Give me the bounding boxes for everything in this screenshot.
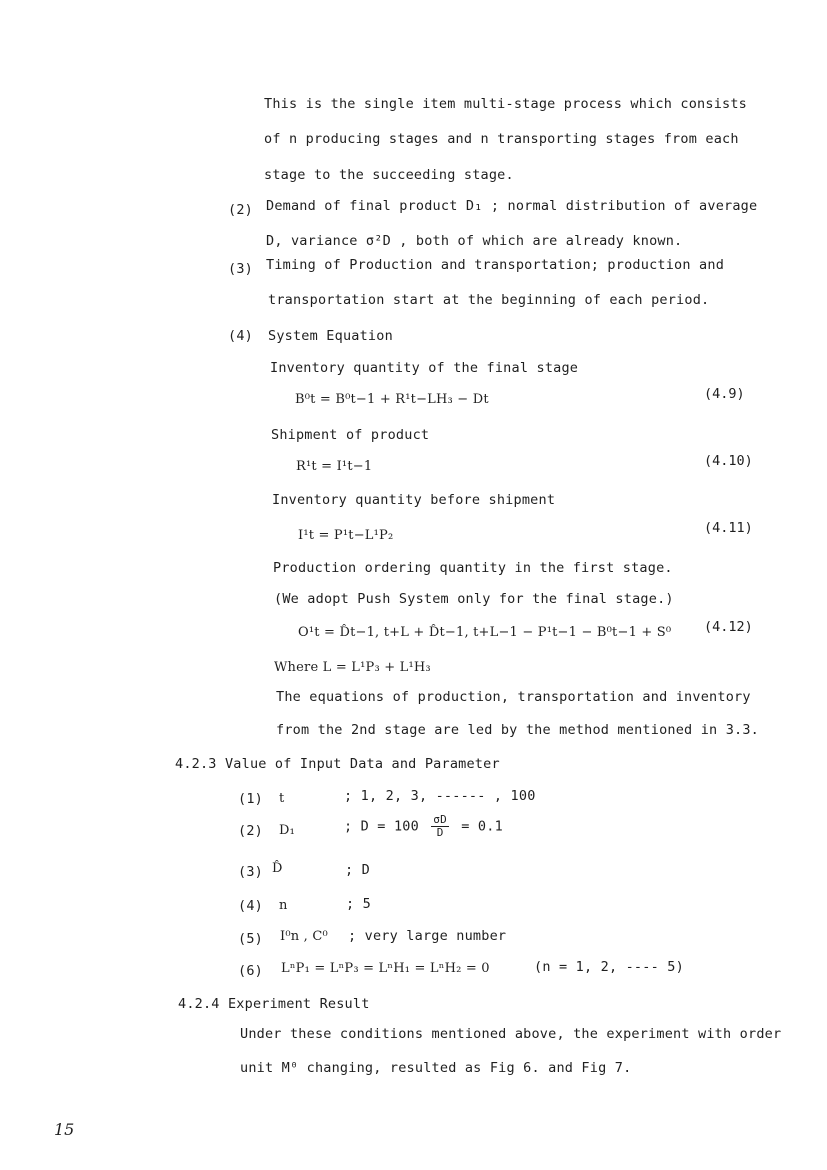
input-6-symbol: LⁿP₁ = LⁿP₃ = LⁿH₁ = LⁿH₂ = 0 xyxy=(281,961,490,976)
result-line-2: unit M⁰ changing, resulted as Fig 6. and Fig 7. xyxy=(240,1060,632,1076)
input-3-symbol: D̂ xyxy=(272,861,283,876)
cv-fraction xyxy=(431,814,449,839)
input-1-label: (1) xyxy=(238,791,263,807)
production-order-label: Production ordering quantity in the first stage. xyxy=(273,560,673,576)
inventory-final-label: Inventory quantity of the final stage xyxy=(270,360,579,376)
condition-2-line-1: Demand of final product D₁ ; normal distribution of average xyxy=(266,198,758,214)
input-3-label: (3) xyxy=(238,864,263,880)
input-2-symbol: D₁ xyxy=(279,823,296,838)
input-1-value: ; 1, 2, 3, ------ , 100 xyxy=(344,788,536,804)
push-system-note: (We adopt Push System only for the final stage.) xyxy=(274,591,674,607)
equation-4-11-number: (4.11) xyxy=(704,520,753,536)
input-6-label: (6) xyxy=(238,963,263,979)
condition-4-label: (4) xyxy=(228,328,253,344)
intro-line-3: stage to the succeeding stage. xyxy=(264,167,514,183)
input-2-label: (2) xyxy=(238,823,263,839)
equation-4-10-number: (4.10) xyxy=(704,453,753,469)
input-2-mean: ; D = 100 xyxy=(344,818,419,835)
input-3-value: ; D xyxy=(345,862,370,878)
input-4-symbol: n xyxy=(279,898,288,913)
input-5-symbol: I⁰n , C⁰ xyxy=(280,929,328,944)
input-2-value xyxy=(344,814,503,839)
page-number: 15 xyxy=(54,1120,75,1139)
equation-4-12: O¹t = D̂t−1, t+L + D̂t−1, t+L−1 − P¹t−1 − B⁰t−1 + S⁰ xyxy=(298,625,672,640)
condition-4-title: System Equation xyxy=(268,328,393,344)
equations-note-1: The equations of production, transportation and inventory xyxy=(276,689,751,705)
input-5-value: ; very large number xyxy=(348,928,507,944)
equation-4-11: I¹t = P¹t−L¹P₂ xyxy=(298,528,394,543)
equation-4-10: R¹t = I¹t−1 xyxy=(296,459,373,474)
cv-denominator: D xyxy=(436,826,444,839)
shipment-label: Shipment of product xyxy=(271,427,430,443)
equation-4-12-number: (4.12) xyxy=(704,619,753,635)
intro-line-2: of n producing stages and n transporting stages from each xyxy=(264,131,739,147)
condition-2-line-2: D, variance σ²D , both of which are already known. xyxy=(266,233,683,249)
cv-numerator: σD xyxy=(433,813,447,826)
equations-note-2: from the 2nd stage are led by the method mentioned in 3.3. xyxy=(276,722,760,738)
result-line-1: Under these conditions mentioned above, the experiment with order xyxy=(240,1026,782,1042)
condition-3-label: (3) xyxy=(228,261,253,277)
input-6-range: (n = 1, 2, ---- 5) xyxy=(534,959,684,975)
condition-2-label: (2) xyxy=(228,202,253,218)
inventory-before-label: Inventory quantity before shipment xyxy=(272,492,556,508)
equation-4-9-number: (4.9) xyxy=(704,386,745,402)
input-5-label: (5) xyxy=(238,931,263,947)
cv-value: = 0.1 xyxy=(461,818,503,835)
section-4-2-4-heading: 4.2.4 Experiment Result xyxy=(178,996,370,1012)
where-clause: Where L = L¹P₃ + L¹H₃ xyxy=(274,660,431,675)
section-4-2-3-heading: 4.2.3 Value of Input Data and Parameter xyxy=(175,756,500,772)
intro-line-1: This is the single item multi-stage process which consists xyxy=(264,96,748,112)
equation-4-9: B⁰t = B⁰t−1 + R¹t−LH₃ − Dt xyxy=(295,392,489,407)
input-1-symbol: t xyxy=(279,791,285,806)
input-4-value: ; 5 xyxy=(346,896,371,912)
input-4-label: (4) xyxy=(238,898,263,914)
condition-3-line-1: Timing of Production and transportation; production and xyxy=(266,257,725,273)
condition-3-line-2: transportation start at the beginning of each period. xyxy=(268,292,710,308)
